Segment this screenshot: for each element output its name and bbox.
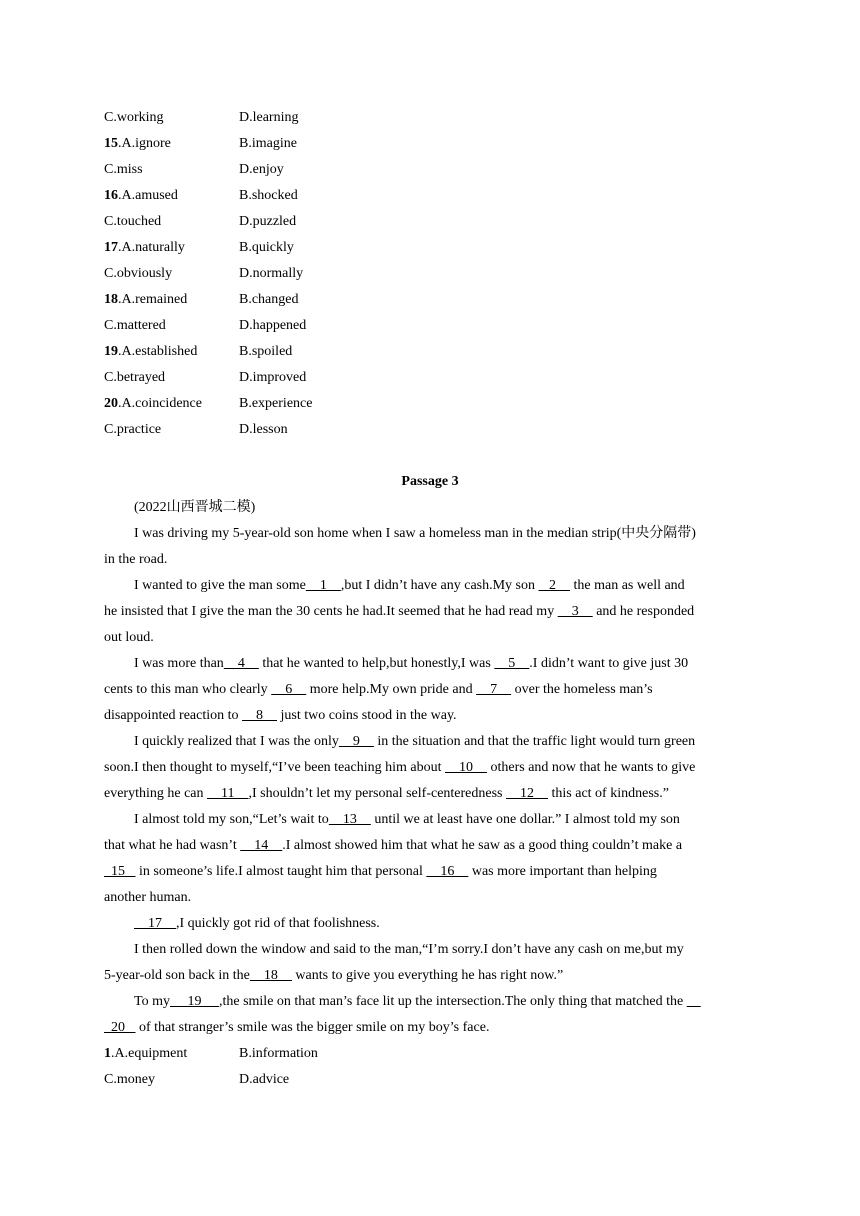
- answer-blank[interactable]: 3: [557, 604, 593, 619]
- option-b: B.experience: [239, 396, 313, 411]
- option-b: D.happened: [239, 318, 307, 333]
- answer-blank[interactable]: 7: [476, 682, 512, 697]
- option-a: 15.A.ignore: [104, 136, 171, 151]
- option-a: C.betrayed: [104, 370, 166, 385]
- option-a: C.practice: [104, 422, 162, 437]
- option-row: [104, 235, 312, 261]
- option-a: 17.A.naturally: [104, 240, 185, 255]
- passage-line: he insisted that I give the man the 30 cents he had.It seemed that he had read my 3 and he responded: [104, 604, 695, 619]
- passage-line: out loud.: [104, 630, 154, 645]
- option-b: B.changed: [239, 292, 299, 307]
- option-row: [104, 365, 312, 391]
- passage-line: 5-year-old son back in the 18 wants to give you everything he has right now.”: [104, 968, 564, 983]
- answer-blank[interactable]: 10: [444, 760, 487, 775]
- passage-line: cents to this man who clearly 6 more help.My own pride and 7 over the homeless man’s: [104, 682, 653, 697]
- passage-line: in the road.: [104, 552, 168, 567]
- option-row: [104, 261, 312, 287]
- passage-line: 20 of that stranger’s smile was the bigger smile on my boy’s face.: [104, 1020, 490, 1035]
- passage-line: I was driving my 5-year-old son home when I saw a homeless man in the median strip(中央分隔带): [134, 526, 696, 541]
- option-row: [104, 131, 312, 157]
- answer-blank[interactable]: 15: [104, 864, 136, 879]
- answer-blank[interactable]: 14: [240, 838, 283, 853]
- option-b: D.learning: [239, 110, 299, 125]
- passage-line: everything he can 11 ,I shouldn’t let my personal self-centeredness 12 this act of kindness.”: [104, 786, 669, 801]
- answer-blank[interactable]: 5: [494, 656, 530, 671]
- answer-blank[interactable]: 11: [207, 786, 249, 801]
- passage-line: that what he had wasn’t 14 .I almost showed him that what he saw as a good thing couldn’t make a: [104, 838, 683, 853]
- passage-body: [104, 521, 756, 1041]
- option-a: C.obviously: [104, 266, 173, 281]
- passage-line: I was more than 4 that he wanted to help,but honestly,I was 5 .I didn’t want to give just 30: [134, 656, 689, 671]
- option-row: [104, 1067, 318, 1093]
- answer-blank[interactable]: 20: [104, 1020, 136, 1035]
- passage-line: I then rolled down the window and said to the man,“I’m sorry.I don’t have any cash on me,but my: [134, 942, 684, 957]
- option-a: 1.A.equipment: [104, 1046, 188, 1061]
- answer-blank[interactable]: 1: [305, 578, 341, 593]
- option-b: B.quickly: [239, 240, 294, 255]
- options-list-top: [104, 105, 312, 443]
- answer-blank[interactable]: 12: [506, 786, 549, 801]
- option-row: [104, 105, 312, 131]
- passage-source: (2022山西晋城二模): [134, 500, 256, 515]
- option-a: C.touched: [104, 214, 162, 229]
- answer-blank[interactable]: [687, 994, 701, 1009]
- answer-blank[interactable]: 18: [249, 968, 292, 983]
- passage-line: disappointed reaction to 8 just two coins stood in the way.: [104, 708, 457, 723]
- passage-title: Passage 3: [401, 474, 459, 489]
- option-b: B.spoiled: [239, 344, 293, 359]
- option-a: C.miss: [104, 162, 143, 177]
- answer-blank[interactable]: 13: [328, 812, 371, 827]
- option-b: B.shocked: [239, 188, 298, 203]
- option-a: 16.A.amused: [104, 188, 178, 203]
- answer-blank[interactable]: 19: [169, 994, 219, 1009]
- option-row: [104, 391, 312, 417]
- answer-blank[interactable]: 16: [426, 864, 469, 879]
- option-a: 19.A.established: [104, 344, 198, 359]
- passage-line: 17 ,I quickly got rid of that foolishness.: [134, 916, 380, 931]
- passage-line: I quickly realized that I was the only 9 in the situation and that the traffic light would turn green: [134, 734, 696, 749]
- option-b: D.advice: [239, 1072, 290, 1087]
- answer-blank[interactable]: 8: [242, 708, 278, 723]
- option-a: C.mattered: [104, 318, 166, 333]
- option-b: D.normally: [239, 266, 304, 281]
- answer-blank[interactable]: 9: [338, 734, 374, 749]
- option-b: D.puzzled: [239, 214, 297, 229]
- answer-blank[interactable]: 17: [134, 916, 176, 931]
- option-b: B.information: [239, 1046, 318, 1061]
- option-row: [104, 209, 312, 235]
- options-list-bottom: [104, 1041, 318, 1093]
- passage-line: another human.: [104, 890, 192, 905]
- passage-line: To my 19 ,the smile on that man’s face lit up the intersection.The only thing that matched the: [104, 989, 756, 1015]
- option-b: D.improved: [239, 370, 307, 385]
- passage-line: I wanted to give the man some 1 ,but I didn’t have any cash.My son 2 the man as well and: [134, 578, 685, 593]
- option-row: [104, 339, 312, 365]
- answer-blank[interactable]: 6: [271, 682, 307, 697]
- option-row: [104, 1041, 318, 1067]
- passage-line: soon.I then thought to myself,“I’ve been teaching him about 10 others and now that he wants to give: [104, 760, 696, 775]
- option-a: C.working: [104, 110, 164, 125]
- option-a: C.money: [104, 1072, 155, 1087]
- option-row: [104, 417, 312, 443]
- option-b: B.imagine: [239, 136, 297, 151]
- option-b: D.enjoy: [239, 162, 284, 177]
- answer-blank[interactable]: 2: [538, 578, 570, 593]
- passage-line: I almost told my son,“Let’s wait to 13 until we at least have one dollar.” I almost told my son: [134, 812, 680, 827]
- option-a: 18.A.remained: [104, 292, 188, 307]
- option-row: [104, 287, 312, 313]
- option-row: [104, 157, 312, 183]
- option-row: [104, 183, 312, 209]
- option-row: [104, 313, 312, 339]
- passage-line: 15 in someone’s life.I almost taught him that personal 16 was more important than helping: [104, 864, 657, 879]
- answer-blank[interactable]: 4: [223, 656, 259, 671]
- option-a: 20.A.coincidence: [104, 396, 202, 411]
- option-b: D.lesson: [239, 422, 288, 437]
